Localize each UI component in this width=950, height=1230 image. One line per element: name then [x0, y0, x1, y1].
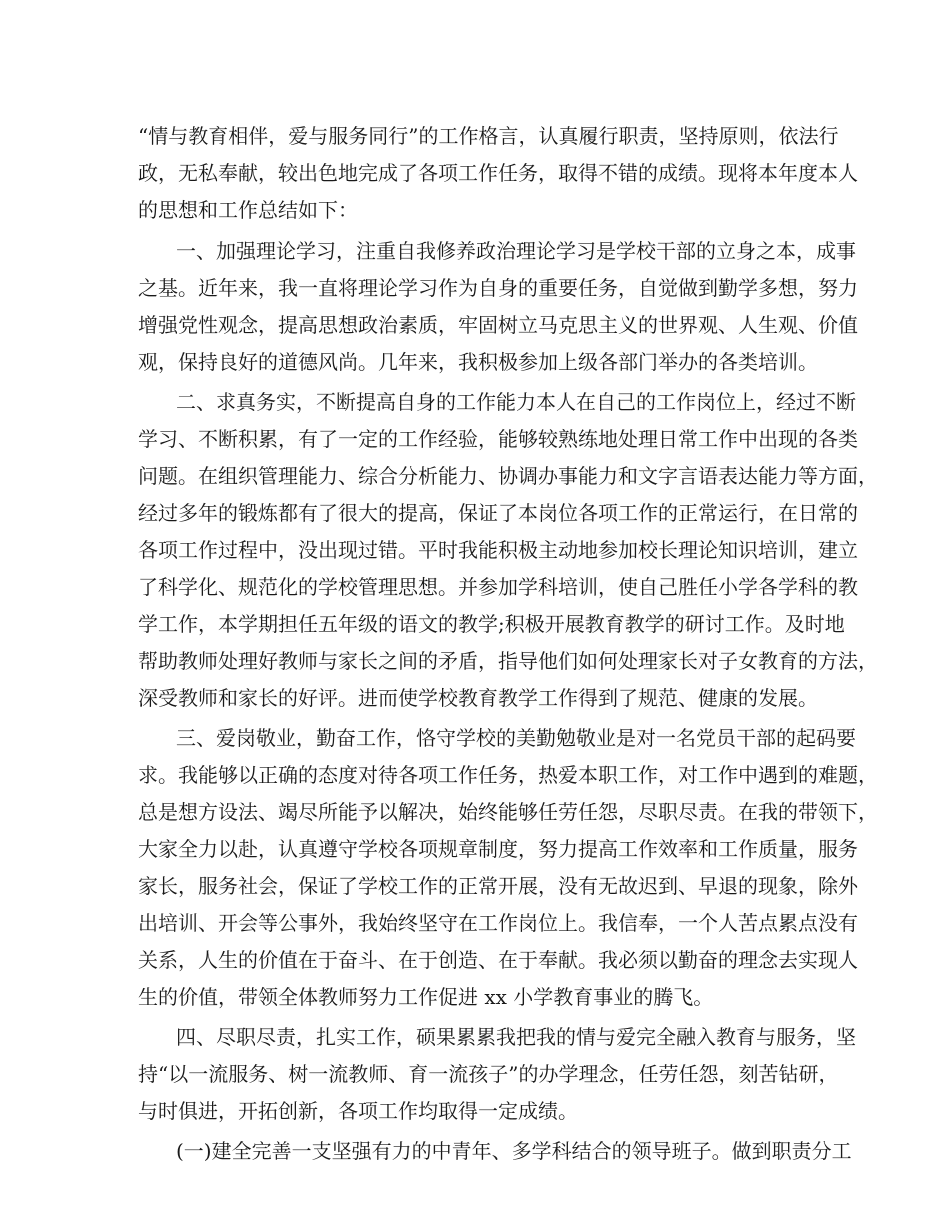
body-text-line: “情与教育相伴，爱与服务同行”的工作格言，认真履行职责，坚持原则，依法行 — [138, 124, 839, 148]
body-text-line: 观，保持良好的道德风尚。几年来，我积极参加上级各部门举办的各类培训。 — [138, 350, 818, 374]
body-text-line: 关系，人生的价值在于奋斗、在于创造、在于奉献。我必须以勤奋的理念去实现人 — [138, 948, 858, 972]
body-text-line: 之基。近年来，我一直将理论学习作为自身的重要任务，自觉做到勤学多想，努力 — [138, 276, 858, 300]
body-text-line: 帮助教师处理好教师与家长之间的矛盾，指导他们如何处理家长对子女教育的方法， — [138, 649, 878, 673]
body-text-line: 学习、不断积累，有了一定的工作经验，能够较熟练地处理日常工作中出现的各类 — [138, 427, 858, 451]
body-text-line: 出培训、开会等公事外，我始终坚守在工作岗位上。我信奉，一个人苦点累点没有 — [138, 911, 858, 935]
body-text-line: 政，无私奉献，较出色地完成了各项工作任务，取得不错的成绩。现将本年度本人 — [138, 161, 858, 185]
body-text-line: 学工作，本学期担任五年级的语文的教学;积极开展教育教学的研讨工作。及时地 — [138, 612, 845, 636]
paragraph-first-line: 四、尽职尽责，扎实工作，硕果累累我把我的情与爱完全融入教育与服务，坚 — [176, 1025, 856, 1049]
paragraph-first-line: 三、爱岗敬业，勤奋工作，恪守学校的美勤勉敬业是对一名党员干部的起码要 — [176, 726, 856, 750]
body-text-line: 增强党性观念，提高思想政治素质，牢固树立马克思主义的世界观、人生观、价值 — [138, 313, 858, 337]
body-text-line: 了科学化、规范化的学校管理思想。并参加学科培训，使自己胜任小学各学科的教 — [138, 575, 858, 599]
body-text-line: 总是想方设法、竭尽所能予以解决，始终能够任劳任怨，尽职尽责。在我的带领下， — [138, 800, 878, 824]
body-text-line: 求。我能够以正确的态度对待各项工作任务，热爱本职工作，对工作中遇到的难题， — [138, 763, 878, 787]
body-text-line: 深受教师和家长的好评。进而使学校教育教学工作得到了规范、健康的发展。 — [138, 686, 818, 710]
body-text-line: 持“以一流服务、树一流教师、育一流孩子”的办学理念，任劳任怨，刻苦钻研， — [138, 1062, 839, 1086]
paragraph-first-line: 一、加强理论学习，注重自我修养政治理论学习是学校干部的立身之本，成事 — [176, 239, 856, 263]
body-text-line: 与时俱进，开拓创新，各项工作均取得一定成绩。 — [138, 1099, 578, 1123]
paragraph-first-line: 二、求真务实，不断提高自身的工作能力本人在自己的工作岗位上，经过不断 — [176, 390, 856, 414]
body-text-line: 家长，服务社会，保证了学校工作的正常开展，没有无故迟到、早退的现象，除外 — [138, 874, 858, 898]
body-text-line: 各项工作过程中，没出现过错。平时我能积极主动地参加校长理论知识培训，建立 — [138, 538, 858, 562]
body-text-line: 问题。在组织管理能力、综合分析能力、协调办事能力和文字言语表达能力等方面， — [138, 464, 878, 488]
paragraph-first-line: (一)建全完善一支坚强有力的中青年、多学科结合的领导班子。做到职责分工 — [176, 1139, 852, 1163]
body-text-line: 生的价值，带领全体教师努力工作促进 xx 小学教育事业的腾飞。 — [138, 985, 714, 1009]
body-text-line: 经过多年的锻炼都有了很大的提高，保证了本岗位各项工作的正常运行，在日常的 — [138, 501, 858, 525]
body-text-line: 大家全力以赴，认真遵守学校各项规章制度，努力提高工作效率和工作质量，服务 — [138, 837, 858, 861]
body-text-line: 的思想和工作总结如下： — [138, 198, 358, 222]
